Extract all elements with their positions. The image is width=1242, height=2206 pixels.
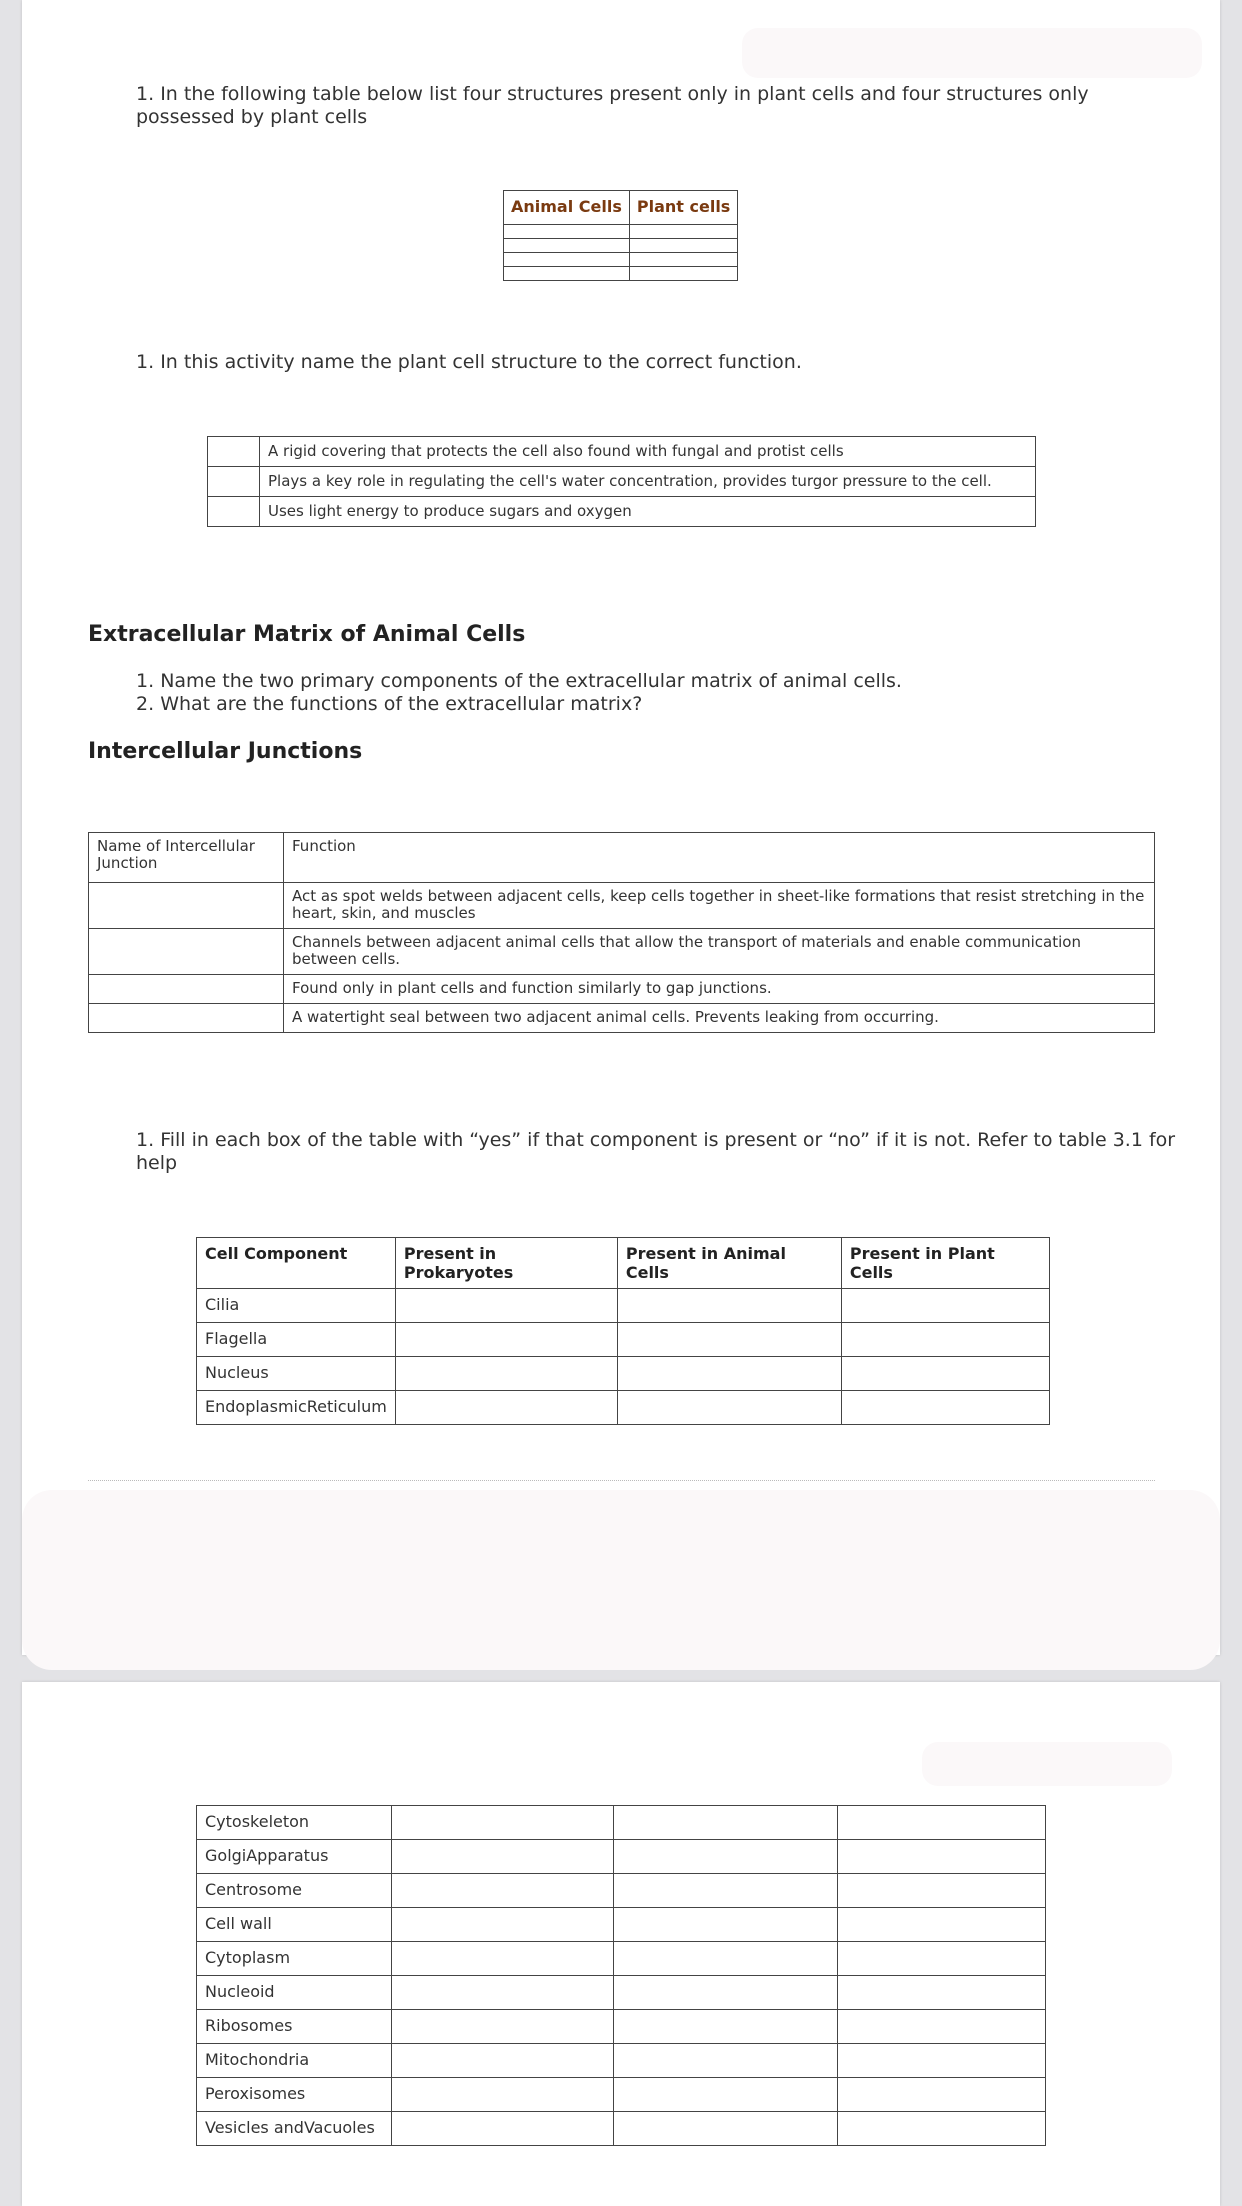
redacted-area — [922, 1742, 1172, 1786]
question-text: Name the two primary components of the extracellular matrix of animal cells. — [160, 670, 902, 692]
function-description: Uses light energy to produce sugars and oxygen — [260, 497, 1036, 527]
answer-cell[interactable] — [614, 1976, 838, 2010]
component-name: Mitochondria — [197, 2044, 392, 2078]
answer-cell[interactable] — [838, 2112, 1046, 2146]
question-text: In the following table below list four structures present only in plant cells and four structures only possessed by plant cells — [136, 83, 1089, 128]
answer-cell[interactable] — [838, 2010, 1046, 2044]
function-description: A rigid covering that protects the cell also found with fungal and protist cells — [260, 437, 1036, 467]
answer-cell[interactable] — [395, 1289, 617, 1323]
answer-cell[interactable] — [617, 1391, 841, 1425]
answer-cell[interactable] — [504, 267, 630, 281]
component-name: Cytoskeleton — [197, 1806, 392, 1840]
answer-cell[interactable] — [504, 253, 630, 267]
question-number: 1. — [136, 1129, 155, 1151]
answer-cell[interactable] — [392, 1908, 614, 1942]
question-1-plant-animal-structures — [136, 83, 1136, 129]
answer-cell[interactable] — [614, 1840, 838, 1874]
answer-cell[interactable] — [392, 2078, 614, 2112]
junction-answer-cell[interactable] — [89, 929, 284, 975]
answer-cell[interactable] — [614, 2112, 838, 2146]
answer-cell[interactable] — [392, 1874, 614, 1908]
junction-function: Act as spot welds between adjacent cells, keep cells together in sheet-like formations that resist stretching in the heart, skin, and muscles — [284, 883, 1155, 929]
component-name: Flagella — [197, 1323, 396, 1357]
question-fill-yes-no — [136, 1129, 1176, 1175]
answer-cell[interactable] — [838, 1942, 1046, 1976]
answer-cell[interactable] — [392, 1840, 614, 1874]
component-name: Peroxisomes — [197, 2078, 392, 2112]
intercellular-junctions-table — [88, 832, 1155, 1033]
component-name: Nucleoid — [197, 1976, 392, 2010]
header-animal-cells: Animal Cells — [504, 191, 630, 225]
question-text: Fill in each box of the table with “yes” if that component is present or “no” if it is not. Refer to table 3.1 for help — [136, 1129, 1176, 1174]
plant-structure-function-table — [207, 436, 1036, 527]
answer-cell[interactable] — [614, 1806, 838, 1840]
question-name-plant-structure — [136, 351, 1136, 374]
answer-cell[interactable] — [838, 1908, 1046, 1942]
component-name: Vesicles andVacuoles — [197, 2112, 392, 2146]
question-number: 1. — [136, 670, 155, 692]
component-name: Cell wall — [197, 1908, 392, 1942]
answer-cell[interactable] — [629, 239, 737, 253]
answer-cell[interactable] — [395, 1357, 617, 1391]
answer-cell[interactable] — [841, 1391, 1049, 1425]
junction-answer-cell[interactable] — [89, 883, 284, 929]
question-number: 2. — [136, 693, 155, 715]
answer-cell[interactable] — [504, 225, 630, 239]
answer-cell[interactable] — [614, 1874, 838, 1908]
answer-cell[interactable] — [838, 2044, 1046, 2078]
ecm-heading: Extracellular Matrix of Animal Cells — [88, 622, 526, 647]
answer-cell[interactable] — [395, 1323, 617, 1357]
question-number: 1. — [136, 351, 155, 373]
answer-cell[interactable] — [841, 1323, 1049, 1357]
page-divider-line — [88, 1480, 1155, 1481]
header-plant-cells: Plant cells — [629, 191, 737, 225]
header-function: Function — [284, 833, 1155, 883]
junction-function: Found only in plant cells and function similarly to gap junctions. — [284, 975, 1155, 1004]
ecm-question-1 — [136, 670, 1136, 693]
header-cell-component: Cell Component — [197, 1238, 396, 1289]
answer-cell[interactable] — [629, 253, 737, 267]
answer-cell[interactable] — [614, 2078, 838, 2112]
answer-cell[interactable] — [392, 2010, 614, 2044]
answer-cell[interactable] — [629, 267, 737, 281]
component-name: Nucleus — [197, 1357, 396, 1391]
answer-cell[interactable] — [838, 1874, 1046, 1908]
header-plant-cells: Present in Plant Cells — [841, 1238, 1049, 1289]
document-page-2 — [22, 1682, 1220, 2206]
structure-answer-cell[interactable] — [208, 497, 260, 527]
answer-cell[interactable] — [614, 2044, 838, 2078]
answer-cell[interactable] — [841, 1289, 1049, 1323]
answer-cell[interactable] — [838, 1976, 1046, 2010]
question-number: 1. — [136, 83, 155, 105]
answer-cell[interactable] — [395, 1391, 617, 1425]
junction-function: A watertight seal between two adjacent animal cells. Prevents leaking from occurring. — [284, 1004, 1155, 1033]
cell-component-table — [196, 1237, 1050, 1425]
junction-answer-cell[interactable] — [89, 975, 284, 1004]
header-junction-name: Name of Intercellular Junction — [89, 833, 284, 883]
junction-function: Channels between adjacent animal cells that allow the transport of materials and enable communication between cells. — [284, 929, 1155, 975]
component-name: GolgiApparatus — [197, 1840, 392, 1874]
redacted-area — [22, 1490, 1220, 1670]
component-name: Cytoplasm — [197, 1942, 392, 1976]
junction-answer-cell[interactable] — [89, 1004, 284, 1033]
answer-cell[interactable] — [617, 1289, 841, 1323]
component-name: Ribosomes — [197, 2010, 392, 2044]
answer-cell[interactable] — [392, 1942, 614, 1976]
answer-cell[interactable] — [614, 2010, 838, 2044]
header-prokaryotes: Present in Prokaryotes — [395, 1238, 617, 1289]
function-description: Plays a key role in regulating the cell's water concentration, provides turgor pressure to the cell. — [260, 467, 1036, 497]
junctions-heading: Intercellular Junctions — [88, 739, 363, 764]
answer-cell[interactable] — [392, 2112, 614, 2146]
answer-cell[interactable] — [392, 2044, 614, 2078]
answer-cell[interactable] — [838, 1806, 1046, 1840]
ecm-question-2 — [136, 693, 1136, 716]
cell-component-table-continued — [196, 1805, 1046, 2146]
answer-cell[interactable] — [617, 1323, 841, 1357]
answer-cell[interactable] — [841, 1357, 1049, 1391]
answer-cell[interactable] — [838, 2078, 1046, 2112]
answer-cell[interactable] — [392, 1806, 614, 1840]
answer-cell[interactable] — [614, 1942, 838, 1976]
answer-cell[interactable] — [392, 1976, 614, 2010]
header-animal-cells: Present in Animal Cells — [617, 1238, 841, 1289]
answer-cell[interactable] — [617, 1357, 841, 1391]
answer-cell[interactable] — [629, 225, 737, 239]
animal-plant-structures-table — [503, 190, 738, 281]
answer-cell[interactable] — [504, 239, 630, 253]
answer-cell[interactable] — [838, 1840, 1046, 1874]
document-page-1 — [22, 0, 1220, 1655]
structure-answer-cell[interactable] — [208, 467, 260, 497]
component-name: Centrosome — [197, 1874, 392, 1908]
redacted-area — [742, 28, 1202, 78]
structure-answer-cell[interactable] — [208, 437, 260, 467]
question-text: In this activity name the plant cell structure to the correct function. — [160, 351, 802, 373]
ecm-question-list — [136, 670, 1136, 716]
answer-cell[interactable] — [614, 1908, 838, 1942]
component-name: EndoplasmicReticulum — [197, 1391, 396, 1425]
component-name: Cilia — [197, 1289, 396, 1323]
question-text: What are the functions of the extracellular matrix? — [160, 693, 643, 715]
